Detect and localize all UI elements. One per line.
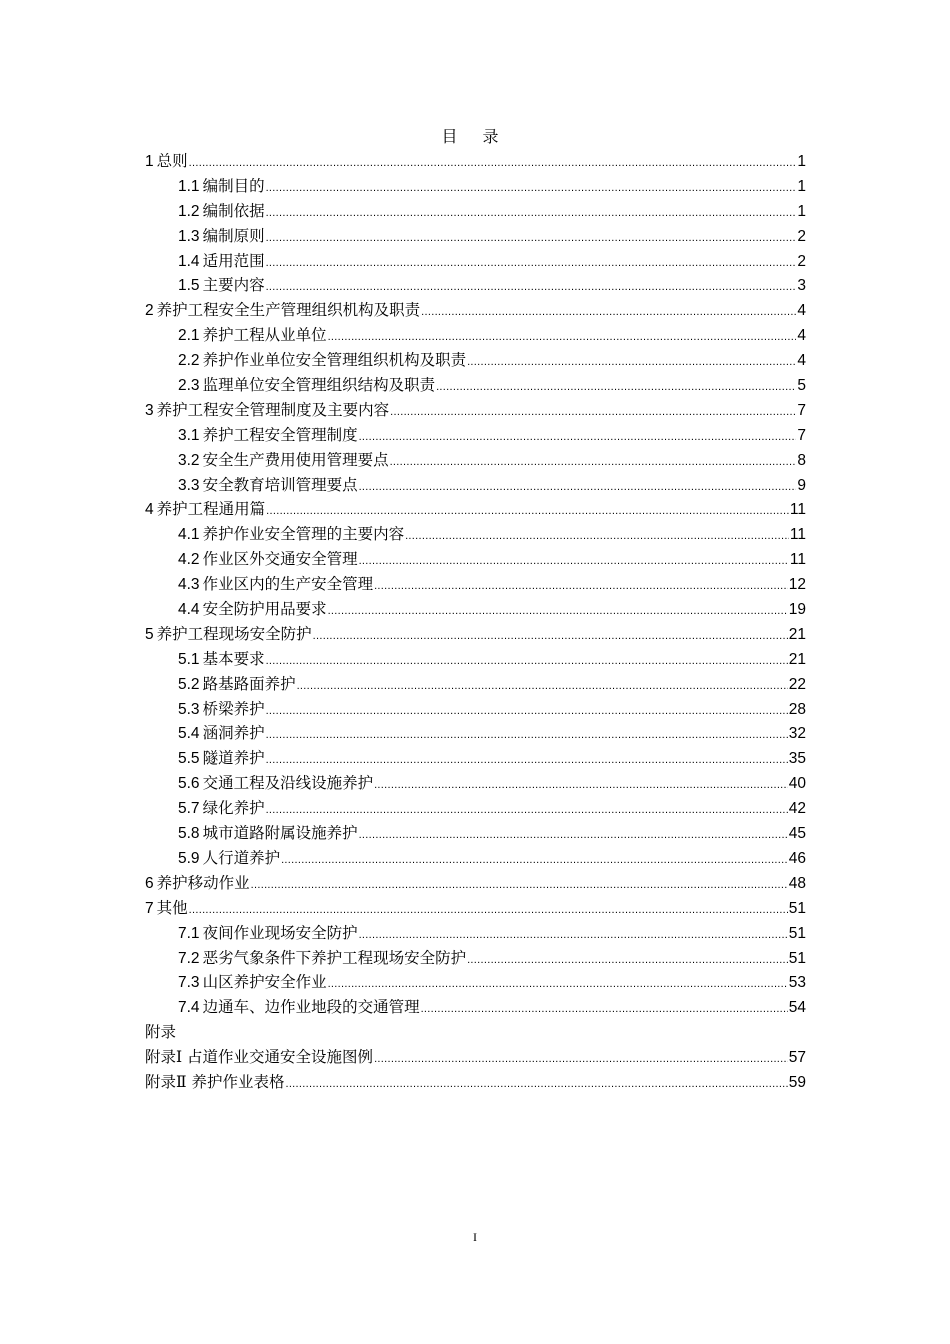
toc-entry-page: 2 (797, 227, 806, 245)
toc-leader-dots (266, 226, 797, 249)
toc-leader-dots (359, 923, 788, 946)
toc-entry-page: 51 (788, 924, 806, 942)
toc-leader-dots (421, 300, 796, 323)
toc-entry-number: 2.2 (178, 352, 200, 370)
toc-entry-page: 1 (797, 177, 806, 195)
toc-entry-page: 12 (788, 576, 806, 594)
toc-entry-label (178, 249, 265, 274)
toc-entry-label (145, 149, 188, 174)
toc-entry[interactable] (145, 547, 806, 572)
toc-leader-dots (421, 997, 788, 1020)
toc-entry-label (178, 473, 358, 498)
toc-entry-number: 2.3 (178, 377, 200, 395)
toc-entry-page: 46 (788, 849, 806, 867)
toc-entry[interactable] (145, 1070, 806, 1095)
toc-entry[interactable] (145, 946, 806, 971)
toc-leader-dots (390, 450, 797, 473)
toc-entry-label (178, 721, 265, 746)
toc-entry-text: 养护工程安全生产管理组织机构及职责 (156, 301, 421, 320)
toc-entry[interactable] (145, 697, 806, 722)
toc-entry[interactable] (145, 721, 806, 746)
toc-leader-dots (266, 251, 797, 274)
toc-leader-dots (467, 948, 788, 971)
toc-entry[interactable] (145, 921, 806, 946)
toc-entry-number: 3.1 (178, 426, 200, 444)
toc-entry[interactable] (145, 871, 806, 896)
toc-entry-text: 编制依据 (202, 201, 265, 220)
toc-entry-page: 57 (788, 1049, 806, 1067)
toc-leader-dots (374, 1047, 788, 1070)
toc-leader-dots (266, 723, 788, 746)
toc-entry-text: 安全教育培训管理要点 (202, 475, 358, 494)
toc-entry-number: 2 (145, 302, 154, 320)
toc-entry[interactable] (145, 348, 806, 373)
toc-entry[interactable] (145, 796, 806, 821)
toc-entry[interactable] (145, 448, 806, 473)
toc-entry-label (178, 547, 358, 572)
toc-entry[interactable] (145, 224, 806, 249)
toc-leader-dots (266, 275, 797, 298)
toc-entry-label (145, 896, 188, 921)
toc-entry-label (178, 597, 327, 622)
toc-entry-text: 监理单位安全管理组织结构及职责 (202, 376, 436, 395)
toc-entry[interactable] (145, 199, 806, 224)
toc-entry-number: 1 (145, 153, 154, 170)
toc-entry-page: 32 (788, 725, 806, 743)
toc-entry-text: 涵洞养护 (202, 724, 265, 743)
toc-entry[interactable] (145, 647, 806, 672)
page-number: I (473, 1230, 477, 1244)
toc-entry-page: 22 (788, 675, 806, 693)
toc-entry[interactable] (145, 846, 806, 871)
toc-entry-text: 养护移动作业 (156, 873, 250, 892)
toc-entry-page: 51 (788, 899, 806, 917)
toc-entry-number: 5.9 (178, 849, 200, 867)
toc-entry[interactable] (145, 497, 806, 522)
toc-entry-text: 养护工程安全管理制度 (202, 425, 358, 444)
toc-entry-label (178, 796, 265, 821)
toc-entry[interactable] (145, 273, 806, 298)
toc-entry-label (178, 846, 280, 871)
toc-entry-text: 养护作业单位安全管理组织机构及职责 (202, 351, 467, 370)
toc-entry-label (145, 1020, 176, 1045)
toc-entry-text: 其他 (156, 898, 188, 917)
toc-entry-page: 7 (797, 426, 806, 444)
toc-entry-label (145, 497, 265, 522)
toc-entry-page: 28 (788, 700, 806, 718)
toc-entry-text: 桥梁养护 (202, 699, 265, 718)
toc-entry-page: 21 (788, 625, 806, 643)
toc-entry-page: 45 (788, 825, 806, 843)
toc-entry-number: 3.2 (178, 451, 200, 469)
toc-entry-label (178, 697, 265, 722)
toc-entry-number: 1.3 (178, 227, 200, 245)
toc-entry-label (178, 746, 265, 771)
toc-entry-label (178, 224, 265, 249)
toc-entry-number: 7.2 (178, 949, 200, 967)
toc-entry-text: 安全防护用品要求 (202, 600, 327, 619)
toc-entry-number: 5.1 (178, 650, 200, 668)
toc-entry-number: 7.1 (178, 924, 200, 942)
toc-entry-page: 3 (797, 277, 806, 295)
toc-entry-label (178, 995, 420, 1020)
toc-leader-dots (359, 823, 788, 846)
toc-list (145, 149, 806, 1095)
toc-entry-label (178, 448, 389, 473)
toc-entry[interactable] (145, 970, 806, 995)
toc-leader-dots (297, 674, 788, 697)
toc-entry-number: 1.4 (178, 252, 200, 270)
toc-leader-dots (390, 400, 796, 423)
toc-entry-number: 2.1 (178, 327, 200, 345)
toc-entry[interactable] (145, 896, 806, 921)
toc-title: 目 录 (441, 127, 509, 146)
toc-entry[interactable] (145, 398, 806, 423)
toc-entry[interactable] (145, 1045, 806, 1070)
toc-leader-dots (359, 425, 797, 448)
toc-entry[interactable] (145, 771, 806, 796)
toc-entry-label (145, 298, 420, 323)
toc-entry-text: 恶劣气象条件下养护工程现场安全防护 (202, 948, 467, 967)
toc-entry-text: 城市道路附属设施养护 (202, 824, 358, 843)
toc-entry-page: 8 (797, 451, 806, 469)
toc-entry-number: 4.3 (178, 576, 200, 594)
toc-leader-dots (266, 748, 788, 771)
toc-entry-text: 边通车、边作业地段的交通管理 (202, 998, 420, 1017)
toc-entry-label (145, 871, 250, 896)
toc-entry-label (145, 1045, 373, 1070)
toc-entry[interactable] (145, 423, 806, 448)
toc-entry[interactable] (145, 522, 806, 547)
toc-entry-text: 绿化养护 (202, 799, 265, 818)
toc-entry-text: 隧道养护 (202, 749, 265, 768)
toc-entry-label (178, 323, 327, 348)
toc-entry-label (145, 622, 312, 647)
toc-leader-dots (467, 350, 796, 373)
toc-entry[interactable] (145, 149, 806, 174)
toc-entry-page: 5 (797, 377, 806, 395)
toc-entry-number: 7.4 (178, 999, 200, 1017)
toc-entry[interactable] (145, 373, 806, 398)
toc-leader-dots (266, 176, 797, 199)
toc-entry-text: 养护工程现场安全防护 (156, 624, 312, 643)
toc-leader-dots (285, 1072, 787, 1095)
toc-entry-label (178, 199, 265, 224)
toc-leader-dots (251, 873, 788, 896)
toc-leader-dots (374, 574, 788, 597)
toc-entry-page: 1 (797, 153, 806, 170)
toc-entry[interactable] (145, 249, 806, 274)
toc-entry-page: 54 (788, 999, 806, 1017)
toc-entry-number: 5.3 (178, 700, 200, 718)
toc-leader-dots (359, 475, 797, 498)
toc-entry[interactable] (145, 672, 806, 697)
toc-entry[interactable] (145, 298, 806, 323)
toc-entry-page: 4 (797, 302, 806, 320)
toc-entry-label (178, 970, 327, 995)
toc-entry-page: 9 (797, 476, 806, 494)
toc-leader-dots (328, 599, 788, 622)
toc-entry-label (178, 174, 265, 199)
toc-leader-dots (189, 151, 797, 174)
toc-entry[interactable] (145, 473, 806, 498)
toc-entry-number: 4.2 (178, 551, 200, 569)
toc-entry-number: 1.1 (178, 177, 200, 195)
toc-entry-label (178, 373, 435, 398)
toc-entry-number: 5 (145, 625, 154, 643)
toc-leader-dots (266, 699, 788, 722)
toc-leader-dots (436, 375, 796, 398)
toc-entry-text: 编制原则 (202, 226, 265, 245)
toc-entry-page: 4 (797, 352, 806, 370)
toc-entry-number: 1.2 (178, 202, 200, 220)
toc-entry-page: 53 (788, 974, 806, 992)
toc-leader-dots (266, 499, 789, 522)
toc-entry-number: 4.4 (178, 601, 200, 619)
toc-entry-text: 养护工程通用篇 (156, 500, 266, 519)
toc-entry-page: 19 (788, 601, 806, 619)
toc-entry-text: 夜间作业现场安全防护 (202, 923, 358, 942)
toc-entry-page: 59 (788, 1073, 806, 1091)
toc-entry-text: 附录Ⅱ 养护作业表格 (145, 1072, 285, 1091)
toc-entry-label (178, 821, 358, 846)
toc-entry-page: 11 (789, 526, 806, 544)
toc-leader-dots (374, 773, 788, 796)
toc-entry[interactable] (145, 597, 806, 622)
toc-entry-page: 51 (788, 949, 806, 967)
toc-entry-text: 人行道养护 (202, 848, 281, 867)
toc-entry-label (178, 273, 265, 298)
toc-leader-dots (189, 898, 788, 921)
toc-entry-page: 4 (797, 327, 806, 345)
toc-entry-label (178, 348, 466, 373)
toc-entry-label (178, 522, 404, 547)
toc-entry-page: 11 (789, 501, 806, 519)
toc-entry-number: 5.2 (178, 675, 200, 693)
toc-entry-number: 5.6 (178, 775, 200, 793)
toc-entry-text: 作业区内的生产安全管理 (202, 575, 374, 594)
toc-entry-page: 21 (788, 650, 806, 668)
toc-leader-dots (405, 524, 789, 547)
toc-entry-page: 48 (788, 874, 806, 892)
toc-leader-dots (328, 972, 788, 995)
toc-leader-dots (313, 624, 788, 647)
toc-entry-number: 5.7 (178, 800, 200, 818)
toc-entry-page: 42 (788, 800, 806, 818)
toc-entry-label (178, 647, 265, 672)
toc-leader-dots (359, 549, 789, 572)
toc-entry[interactable] (145, 1020, 806, 1045)
toc-leader-dots (266, 201, 797, 224)
toc-entry-page: 35 (788, 750, 806, 768)
toc-entry-number: 6 (145, 874, 154, 892)
toc-entry-number: 1.5 (178, 277, 200, 295)
toc-leader-dots (281, 848, 788, 871)
toc-entry-number: 7 (145, 899, 154, 917)
toc-entry-number: 4 (145, 501, 154, 519)
toc-entry-text: 路基路面养护 (202, 674, 296, 693)
toc-entry[interactable] (145, 174, 806, 199)
toc-entry-text: 养护工程安全管理制度及主要内容 (156, 400, 390, 419)
toc-entry-text: 附录Ⅰ 占道作业交通安全设施图例 (145, 1048, 374, 1067)
toc-entry-number: 3.3 (178, 476, 200, 494)
toc-leader-dots (266, 798, 788, 821)
toc-entry[interactable] (145, 995, 806, 1020)
toc-entry-number: 4.1 (178, 526, 200, 544)
toc-entry[interactable] (145, 622, 806, 647)
toc-entry[interactable] (145, 746, 806, 771)
toc-entry-number: 5.5 (178, 750, 200, 768)
toc-entry-label (145, 1070, 284, 1095)
toc-entry-text: 养护作业安全管理的主要内容 (202, 525, 405, 544)
toc-entry-text: 编制目的 (202, 176, 265, 195)
toc-entry-text: 作业区外交通安全管理 (202, 550, 358, 569)
toc-entry-label (145, 398, 389, 423)
toc-entry-number: 3 (145, 401, 154, 419)
toc-entry-text: 养护工程从业单位 (202, 326, 327, 345)
toc-entry-label (178, 423, 358, 448)
toc-entry-number: 5.4 (178, 725, 200, 743)
toc-entry-label (178, 921, 358, 946)
toc-entry-text: 交通工程及沿线设施养护 (202, 774, 374, 793)
toc-entry-label (178, 672, 296, 697)
toc-entry-text: 主要内容 (202, 276, 265, 295)
toc-entry-text: 基本要求 (202, 649, 265, 668)
toc-entry-text: 山区养护安全作业 (202, 973, 327, 992)
toc-entry-label (178, 946, 466, 971)
toc-leader-dots (266, 649, 788, 672)
toc-entry-label (178, 771, 373, 796)
toc-entry-text: 安全生产费用使用管理要点 (202, 450, 389, 469)
toc-entry-text: 附录 (145, 1023, 177, 1042)
toc-leader-dots (328, 325, 797, 348)
toc-entry-text: 适用范围 (202, 251, 265, 270)
toc-entry-page: 7 (797, 401, 806, 419)
toc-entry-label (178, 572, 373, 597)
toc-entry-page: 40 (788, 775, 806, 793)
toc-entry-page: 2 (797, 252, 806, 270)
toc-entry[interactable] (145, 323, 806, 348)
toc-entry[interactable] (145, 572, 806, 597)
toc-entry-page: 11 (789, 551, 806, 569)
toc-entry-number: 5.8 (178, 825, 200, 843)
toc-entry[interactable] (145, 821, 806, 846)
toc-entry-text: 总则 (156, 152, 188, 170)
toc-entry-number: 7.3 (178, 974, 200, 992)
toc-entry-page: 1 (797, 202, 806, 220)
